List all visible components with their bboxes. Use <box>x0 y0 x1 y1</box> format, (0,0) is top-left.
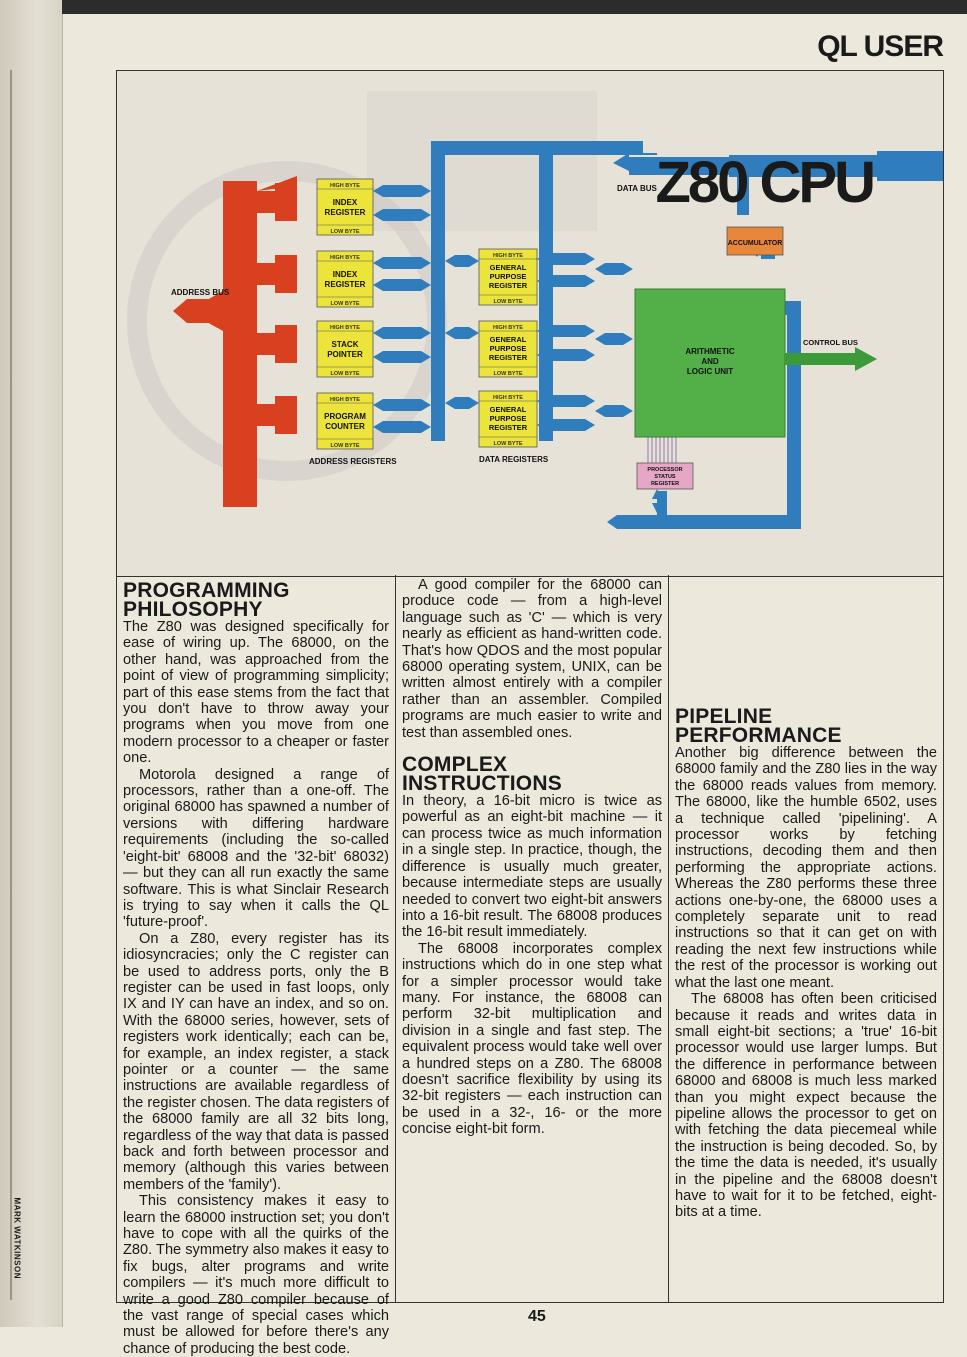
psr-label: STATUS <box>654 474 676 480</box>
data-registers-caption: DATA REGISTERS <box>479 455 549 464</box>
paragraph: The 68008 incorporates complex instructions which do in one step what for a simpler processor would take many. For instance, the 68008 can perform 32-bit multiplication and division in a single and fast step. The equivalent process would take well over a hundred steps on a Z80. The 68008 doesn't sacrifice flexibility by using its 32-bit registers — each instruction can be used in a 32-, 16- or the more concise eight-bit form. <box>402 940 662 1138</box>
gp-register-3-label: PURPOSE <box>489 414 527 423</box>
column-2 <box>396 575 669 1302</box>
index-register-1-label: REGISTER <box>324 208 366 217</box>
paragraph: This consistency makes it easy to learn the 68000 instruction set; you don't have to cope with all the quirks of the Z80. The symmetry also makes it easy to fix bugs, alter programs and write compilers — it's much more difficult to write a good Z80 compiler because of the vast range of special cases which must be allowed for before there's any chance of producing the best code. <box>123 1193 389 1357</box>
gp-register-1-label: GENERAL <box>489 263 527 272</box>
psr-links <box>648 437 676 463</box>
paragraph: Motorola designed a range of processors, rather than a one-off. The original 68000 has spawned a number of versions with differing hardware requirements (including the so-called 'eight-bit' 68008 and the '32-bit' 68032) — but they can all run exactly the same software. This is what Sinclair Research is trying to say when it calls the QL 'future-proof'. <box>123 766 389 931</box>
program-counter-label: COUNTER <box>325 422 365 431</box>
low-byte-label: LOW BYTE <box>330 443 360 449</box>
psr-label: REGISTER <box>650 481 680 487</box>
article-title: Z80 CPU <box>655 150 873 215</box>
section-header: QL USER <box>817 30 943 63</box>
program-counter-label: PROGRAM <box>324 412 366 421</box>
data-bus-label: DATA BUS <box>617 184 657 193</box>
high-byte-label: HIGH BYTE <box>330 255 360 261</box>
gp-register-2-label: PURPOSE <box>489 344 527 353</box>
page-number: 45 <box>528 1308 546 1325</box>
alu-label: LOGIC UNIT <box>686 367 734 376</box>
accumulator-label: ACCUMULATOR <box>727 240 783 247</box>
ghost-print-through <box>123 81 141 139</box>
paragraph: The Z80 was designed specifically for ease of wiring up. The 68000, on the other hand, was approached from the point of view of programming simplicity; part of this ease stems from the fact that you don't have to throw away your programs when you move from one modern processor to a cheaper or faster one. <box>123 619 389 767</box>
low-byte-label: LOW BYTE <box>330 371 360 377</box>
gp-register-1-label: REGISTER <box>488 281 528 290</box>
address-bus-label: ADDRESS BUS <box>171 288 230 297</box>
paragraph: A good compiler for the 68000 can produce code — from a high-level language such as 'C' — which is very nearly as efficient as hand-written code. That's how QDOS and the most popular 68000 operating system, UNIX, can be written almost entirely with a compiler rather than an assembler. Compiled programs are much easier to write and test than assembled ones. <box>402 577 662 741</box>
low-byte-label: LOW BYTE <box>493 441 523 447</box>
paragraph: In theory, a 16-bit micro is twice as powerful as an eight-bit machine — it can process twice as much information in a single step. In practice, though, the difference is usually much greater, because intermediate steps are usually needed to convert two eight-bit answers into a 16-bit result. The 68008 produces the 16-bit result immediately. <box>402 793 662 941</box>
high-byte-label: HIGH BYTE <box>493 325 523 331</box>
photo-credit: MARK WATKINSON <box>12 1197 22 1280</box>
low-byte-label: LOW BYTE <box>330 301 360 307</box>
address-register-stack <box>317 179 373 449</box>
paragraph: The 68008 has often been criticised because it reads and writes data in small eight-bit sections; a 'true' 16-bit processor would use larger lumps. But the difference in performance between 68000 and 68008 is much less marked than you might expect because the pipeline allows the processor to get on with fetching the data piecemeal while the instruction is being decoded. So, by the time the data is needed, it's usually in the pipeline and the 68008 doesn't have to wait for it to be fetched, eight-bits at a time. <box>675 991 937 1221</box>
alu-label: ARITHMETIC <box>685 347 735 356</box>
high-byte-label: HIGH BYTE <box>330 325 360 331</box>
gp-register-2-label: GENERAL <box>489 335 527 344</box>
stack-pointer-label: POINTER <box>327 350 363 359</box>
low-byte-label: LOW BYTE <box>493 371 523 377</box>
top-band <box>62 0 967 14</box>
heading-pipeline-performance: PIPELINE PERFORMANCE <box>675 705 842 747</box>
control-bus-label: CONTROL BUS <box>803 338 858 347</box>
paragraph: Another big difference between the 68000 family and the Z80 lies in the way the 68000 reads values from memory. The 68000, like the humble 6502, uses a technique called 'pipelining'. A processor works by fetching instructions, decoding them and then performing the appropriate actions. Whereas the Z80 performs these three actions one-by-one, the 68000 uses a completely separate unit to read instructions so that it can get on with reading the next few instructions while the rest of the processor is working out what the last one meant. <box>675 745 937 991</box>
gp-register-3-label: GENERAL <box>489 405 527 414</box>
low-byte-label: LOW BYTE <box>493 299 523 305</box>
address-registers-caption: ADDRESS REGISTERS <box>309 457 397 466</box>
facing-page-edge <box>0 0 63 1327</box>
high-byte-label: HIGH BYTE <box>493 253 523 259</box>
gp-register-2-label: REGISTER <box>488 353 528 362</box>
high-byte-label: HIGH BYTE <box>330 183 360 189</box>
gp-register-1-label: PURPOSE <box>489 272 527 281</box>
heading-complex-instructions: COMPLEX INSTRUCTIONS <box>402 753 562 796</box>
column-1 <box>117 575 396 1357</box>
paragraph: On a Z80, every register has its idiosyncracies; only the C register can be used to address ports, only the B register can be used in fast loops, only IX and IY can have an index, and so on. With the 68000 series, however, sets of registers work identically; each can be, for example, an index register, a stack pointer or a counter — the same instructions are available regardless of the register chosen. The data registers of the 68000 family are all 32 bits long, regardless of the way that data is passed back and forth between processor and memory (although this varies between members of the 'family'). <box>123 930 389 1193</box>
cpu-diagram-panel <box>116 70 944 577</box>
gp-register-3-label: REGISTER <box>488 423 528 432</box>
psr-label: PROCESSOR <box>647 467 683 473</box>
address-bus <box>173 176 297 507</box>
heading-programming-philosophy: PROGRAMMING PHILOSOPHY <box>123 579 290 621</box>
stack-pointer-label: STACK <box>331 340 359 349</box>
cpu-block-diagram <box>117 71 943 576</box>
alu-label: AND <box>701 357 719 366</box>
index-register-2-label: INDEX <box>332 270 358 279</box>
low-byte-label: LOW BYTE <box>330 229 360 235</box>
high-byte-label: HIGH BYTE <box>330 397 360 403</box>
index-register-1-label: INDEX <box>332 198 358 207</box>
index-register-2-label: REGISTER <box>324 280 366 289</box>
column-3 <box>669 575 943 1302</box>
high-byte-label: HIGH BYTE <box>493 395 523 401</box>
